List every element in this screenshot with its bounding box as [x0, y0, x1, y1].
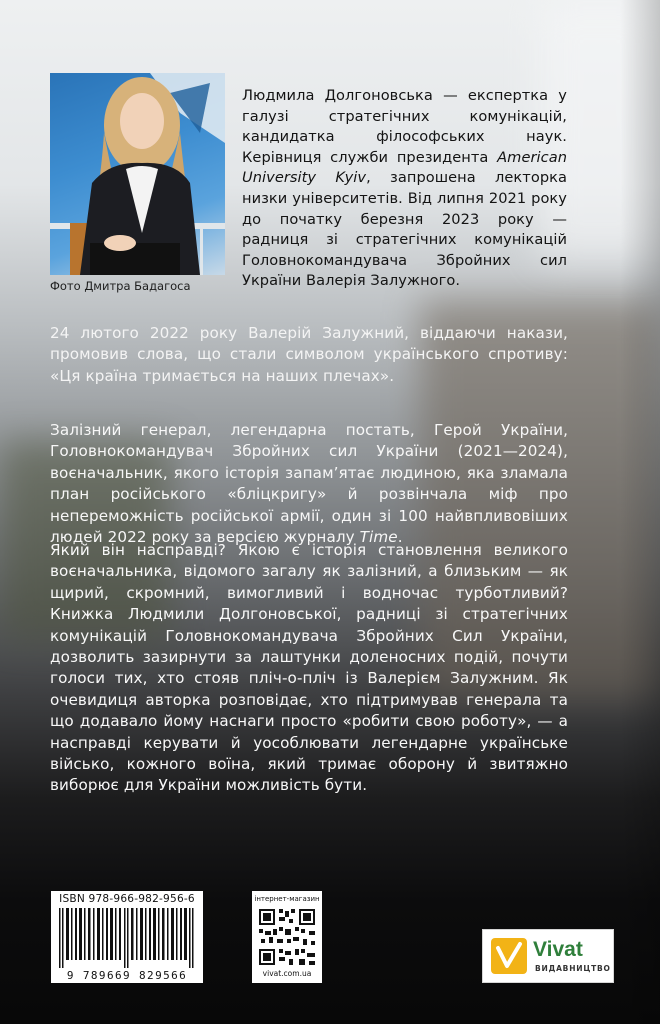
isbn-barcode [51, 891, 203, 983]
intro-paragraph: 24 лютого 2022 року Валерій Залужний, віддаючи накази, промовив слова, що стали символом українського спротиву: «Ця країна тримається на наших плечах». [50, 324, 568, 385]
description-paragraph [50, 420, 568, 548]
photo-caption: Фото Дмитра Бадагоса [50, 279, 191, 293]
spine-shadow [620, 0, 660, 1024]
online-shop-qr [252, 891, 322, 983]
barcode-bars [55, 908, 199, 968]
magazine-name: Time [359, 528, 398, 547]
bio-university: American University Kyiv [242, 148, 567, 187]
vivat-emblem-icon [491, 938, 527, 974]
publisher-name: Vivat [533, 938, 583, 961]
publisher-logo [482, 929, 614, 983]
shop-url: vivat.com.ua [262, 969, 312, 978]
description-end: . [397, 528, 403, 547]
shop-label: інтернет-магазин [254, 895, 320, 903]
author-bio [242, 86, 567, 292]
bio-text: Людмила Долгоновська — експертка у галузі стратегічних комунікацій, кандидатка філософських наук. Керівниця служби президента [242, 87, 567, 166]
author-photo [50, 73, 225, 275]
summary-paragraph: Який він насправді? Якою є історія становлення великого воєначальника, відомого загалу як залізний, а близьким — як щирий, скромний, вимогливий і водночас турботливий? Книжка Людмили Долгоновської, радниці зі стратегічних комунікацій Головнокомандувача Збройних Сил України, дозволить зазирнути за лаштунки доленосних подій, почути голоси тих, хто стояв пліч-о-пліч із Валерієм Залужним. Як очевидиця авторка розповідає, хто підтримував генерала та що додавало йому наснаги просто «робити свою роботу», — а насправді керувати й уособлювати легендарне українське військо, кожного воїна, який тримає оборону й звитяжно виборює для України можливість бути. [50, 541, 568, 795]
publisher-subtitle: ВИДАВНИЦТВО [535, 964, 611, 973]
isbn-number: ISBN 978-966-982-956-6 [59, 893, 195, 905]
bio-text-end: , запрошена лекторка низки університетів. Від липня 2021 року до початку березня 2023 року — радниця зі стратегічних комунікацій Головнокомандувача Збройних сил України Валерія Залужного. [242, 169, 567, 290]
description-text: Залізний генерал, легендарна постать, Герой України, Головнокомандувач Збройних сил України (2021—2024), воєначальник, якого історія запам’ятає людиною, яка зламала план російського «бліцкригу» й розвінчала міф про непереможність російської армії, один зі 100 найвпливовіших людей 2022 року за версією журналу [50, 421, 568, 547]
qr-code [259, 909, 315, 965]
barcode-digits: 9 789669 829566 [66, 969, 188, 982]
